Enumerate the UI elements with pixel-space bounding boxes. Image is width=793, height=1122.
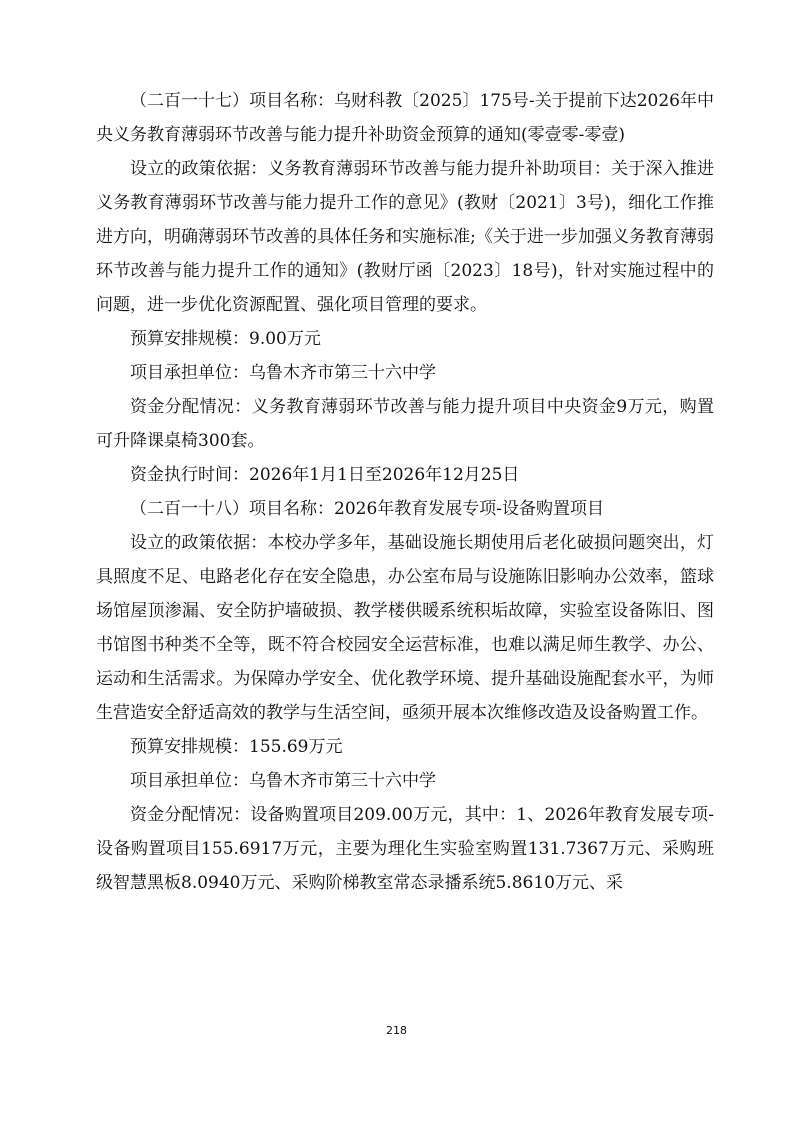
project-217-policy-basis: 设立的政策依据：义务教育薄弱环节改善与能力提升补助项目：关于深入推进义务教育薄弱环节改善与能力提升工作的意见》(教财〔2021〕3号)，细化工作推进方向，明确薄弱环节改善的具体任务和实施标准;《关于进一步加强义务教育薄弱环节改善与能力提升工作的通知》(教财厅函〔2023〕18号)，针对实施过程中的问题，进一步优化资源配置、强化项目管理的要求。 <box>96 159 714 315</box>
project-218-budget: 预算安排规模：155.69万元 <box>130 737 343 757</box>
project-218-unit: 项目承担单位：乌鲁木齐市第三十六中学 <box>130 771 436 791</box>
document-body <box>96 84 714 900</box>
project-217-title: （二百一十七）项目名称：乌财科教〔2025〕175号-关于提前下达2026年中央义务教育薄弱环节改善与能力提升补助资金预算的通知(零壹零-零壹) <box>96 91 714 145</box>
page-number: 218 <box>386 1024 407 1037</box>
project-218-allocation: 资金分配情况：设备购置项目209.00万元，其中：1、2026年教育发展专项-设备购置项目155.6917万元，主要为理化生实验室购置131.7367万元、采购班级智慧黑板8.0940万元、采购阶梯教室常态录播系统5.8610万元、采 <box>96 805 714 893</box>
project-217-execution-time: 资金执行时间：2026年1月1日至2026年12月25日 <box>130 465 520 485</box>
project-217-unit: 项目承担单位：乌鲁木齐市第三十六中学 <box>130 363 436 383</box>
project-218-policy-basis: 设立的政策依据：本校办学多年，基础设施长期使用后老化破损问题突出，灯具照度不足、电路老化存在安全隐患，办公室布局与设施陈旧影响办公效率，篮球场馆屋顶渗漏、安全防护墙破损、教学楼供暖系统积垢故障，实验室设备陈旧、图书馆图书种类不全等，既不符合校园安全运营标准，也难以满足师生教学、办公、运动和生活需求。为保障办学安全、优化教学环境、提升基础设施配套水平，为师生营造安全舒适高效的教学与生活空间，亟须开展本次维修改造及设备购置工作。 <box>96 533 714 723</box>
project-217-budget: 预算安排规模：9.00万元 <box>130 329 321 349</box>
project-217-allocation: 资金分配情况：义务教育薄弱环节改善与能力提升项目中央资金9万元，购置可升降课桌椅300套。 <box>96 397 714 451</box>
project-218-title: （二百一十八）项目名称：2026年教育发展专项-设备购置项目 <box>130 499 605 519</box>
